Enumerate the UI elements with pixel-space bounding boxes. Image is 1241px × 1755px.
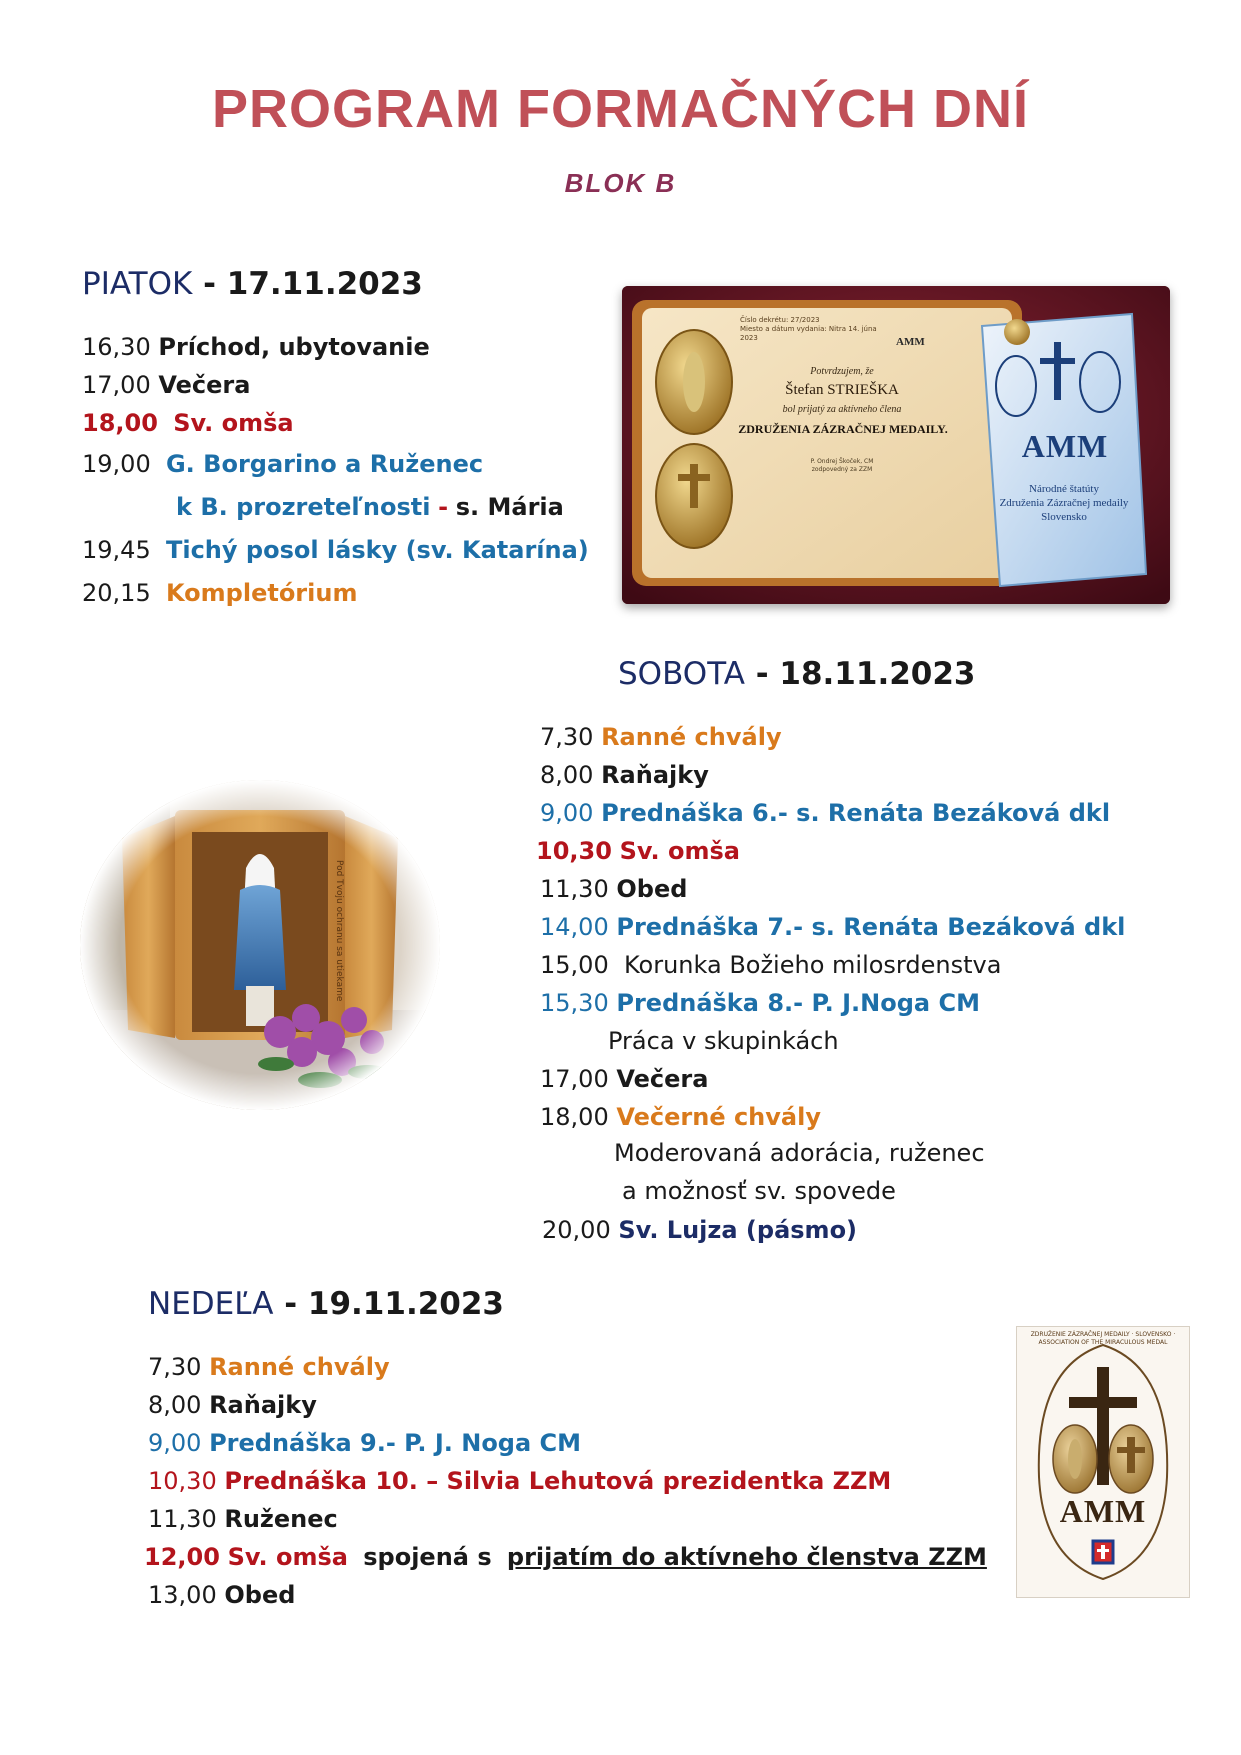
shrine-door-text: Pod Tvoju ochranu sa utiekame [334,860,344,1002]
row-text: Sv. omša [227,1543,348,1571]
row-text: Prednáška 7.- s. Renáta Bezáková dkl [616,913,1126,941]
schedule-row [540,951,1001,979]
schedule-row [540,799,1110,827]
schedule-row [148,1467,891,1495]
schedule-row [622,1177,896,1205]
booklet-line: Slovensko [1041,511,1087,523]
day-date: - 17.11.2023 [192,266,423,302]
schedule-row [540,989,980,1017]
row-text: Kompletórium [165,579,358,607]
row-time: 10,30 [148,1467,217,1495]
row-time: 20,15 [82,579,151,607]
schedule-row [540,723,782,751]
schedule-row [82,409,294,437]
certificate-signer: P. Ondrej Škoček, CM [810,458,874,465]
emblem-logo: AMM [1059,1493,1147,1529]
row-text: Večerné chvály [616,1103,821,1131]
row-time: 10,30 [536,837,612,865]
schedule-row [82,450,483,478]
row-time: 13,00 [148,1581,217,1609]
row-time: 9,00 [540,799,594,827]
day-date: - 18.11.2023 [744,656,976,692]
row-text: Práca v skupinkách [608,1027,839,1055]
emblem-ring-text: ZDRUŽENIE ZÁZRAČNEJ MEDAILY · SLOVENSKO · ASSOCIATION OF THE MIRACULOUS MEDAL [1030,1331,1176,1346]
row-text: Večera [616,1065,709,1093]
row-time: 14,00 [540,913,609,941]
row-text: Prednáška 9.- P. J. Noga CM [209,1429,582,1457]
row-time: 17,00 [82,371,151,399]
row-time: 15,30 [540,989,609,1017]
row-text: Raňajky [601,761,709,789]
row-time: 17,00 [540,1065,609,1093]
row-text: k B. prozreteľnosti [176,493,431,521]
schedule-row [148,1581,295,1609]
schedule-row [82,333,430,361]
row-time: 8,00 [148,1391,202,1419]
schedule-row [82,579,357,607]
booklet-logo: AMM [1021,428,1109,464]
certificate-signature [782,458,902,474]
row-text: Prednáška 8.- P. J.Noga CM [616,989,980,1017]
day-heading-nedela [148,1286,504,1322]
schedule-row [540,913,1125,941]
certificate-header-line: Miesto a dátum vydania: Nitra 14. júna 2023 [740,325,877,342]
row-time: 7,30 [148,1353,202,1381]
row-text: Obed [616,875,688,903]
row-time: 16,30 [82,333,151,361]
row-text: Raňajky [209,1391,317,1419]
row-text: G. Borgarino a Ruženec [165,450,484,478]
row-time: 19,00 [82,450,151,478]
certificate-accepted: bol prijatý za aktívneho člena [782,404,902,415]
day-heading-sobota [618,656,976,692]
row-text: Sv. omša [619,837,740,865]
schedule-row [540,761,709,789]
row-text: Ruženec [224,1505,338,1533]
row-time: 7,30 [540,723,594,751]
schedule-row [540,875,687,903]
schedule-row [144,1543,987,1571]
row-time: 11,30 [540,875,609,903]
row-time: 8,00 [540,761,594,789]
row-text: Večera [158,371,251,399]
schedule-row [614,1139,985,1167]
certificate-person: Štefan STRIEŠKA [785,382,899,398]
schedule-row [148,1429,581,1457]
booklet-line: Združenia Zázračnej medaily [999,497,1129,509]
row-text: Obed [224,1581,296,1609]
schedule-row [148,1391,317,1419]
certificate-confirm: Potvrdzujem, že [810,366,874,377]
amm-emblem [1016,1326,1190,1598]
row-text: Sv. Lujza (pásmo) [618,1216,858,1244]
row-dash: - [438,493,449,521]
day-date: - 19.11.2023 [273,1286,504,1322]
row-text: Ranné chvály [209,1353,390,1381]
row-text: Tichý posol lásky (sv. Katarína) [165,536,589,564]
row-time: 18,00 [540,1103,609,1131]
certificate-logo: AMM [896,336,925,348]
schedule-row [536,837,740,865]
certificate-header-line: Číslo dekrétu: 27/2023 [740,316,820,324]
schedule-row [82,536,589,564]
booklet-title [994,482,1134,524]
row-text: Ranné chvály [601,723,782,751]
schedule-row [82,371,250,399]
row-text: a možnosť sv. spovede [622,1177,896,1205]
row-time: 20,00 [542,1216,611,1244]
day-name: PIATOK [82,266,193,302]
page-subtitle: BLOK B [564,168,677,198]
certificate-org: ZDRUŽENIA ZÁZRAČNEJ MEDAILY. [738,422,948,436]
row-underlined: prijatím do aktívneho členstva ZZM [506,1543,987,1571]
day-name: SOBOTA [618,656,745,692]
day-heading-piatok [82,266,423,302]
page-title: PROGRAM FORMAČNÝCH DNÍ [212,79,1029,139]
certificate-header [740,316,890,343]
schedule-row [540,1103,821,1131]
booklet-line: Národné štatúty [1029,483,1099,495]
schedule-row [148,1353,390,1381]
schedule-row [540,1065,708,1093]
row-time: 9,00 [148,1429,202,1457]
schedule-row [608,1027,839,1055]
row-time: 12,00 [144,1543,220,1571]
schedule-row [542,1216,857,1244]
row-person: s. Mária [455,493,564,521]
certificate-photo [622,286,1170,604]
row-text: Príchod, ubytovanie [158,333,430,361]
shrine-photo [80,780,440,1110]
row-time: 11,30 [148,1505,217,1533]
day-name: NEDEĽA [148,1286,274,1322]
certificate-signer-role: zodpovedný za ZZM [811,466,873,473]
schedule-row [176,493,564,521]
row-text: Korunka Božieho milosrdenstva [623,951,1002,979]
row-text: Moderovaná adorácia, ruženec [614,1139,985,1167]
schedule-row [148,1505,338,1533]
row-time: 15,00 [540,951,609,979]
row-time: 19,45 [82,536,151,564]
row-extra: spojená s [363,1543,492,1571]
row-text: Prednáška 6.- s. Renáta Bezáková dkl [601,799,1111,827]
row-time: 18,00 [82,409,158,437]
row-text: Sv. omša [173,409,294,437]
row-text: Prednáška 10. – Silvia Lehutová prezidentka ZZM [224,1467,892,1495]
